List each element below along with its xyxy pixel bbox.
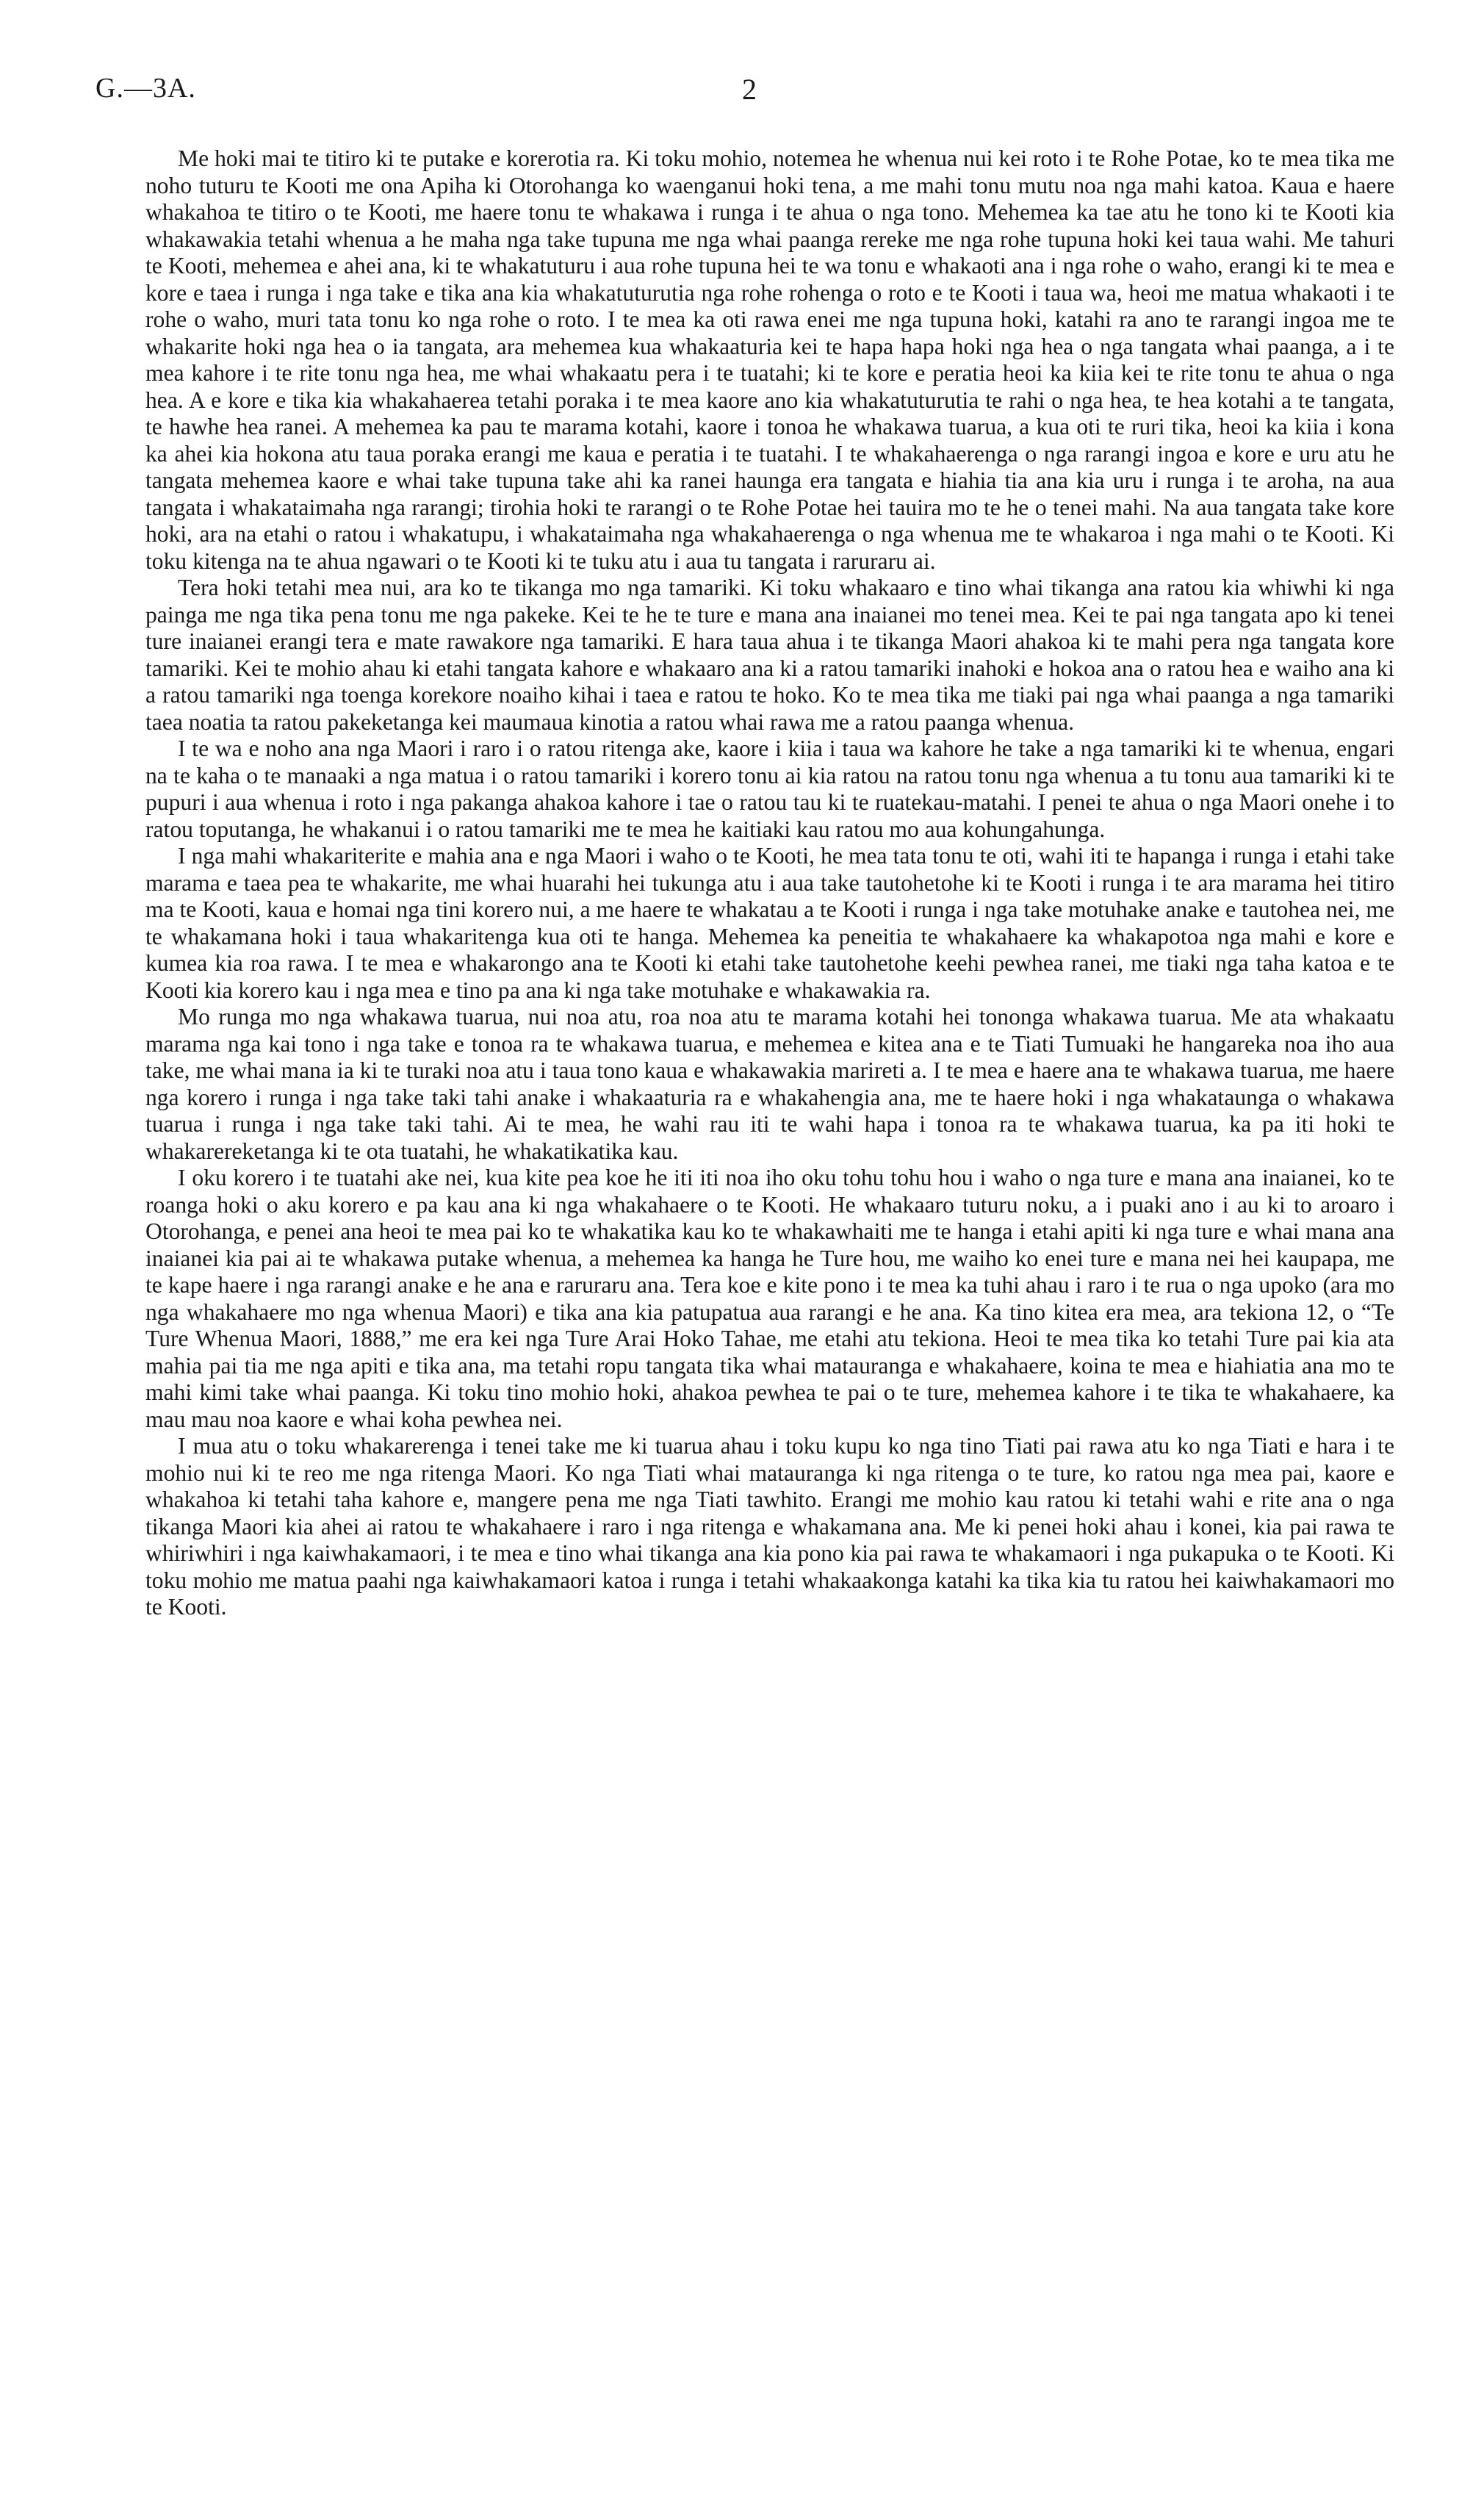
paragraph-4: I nga mahi whakariterite e mahia ana e nga Maori i waho o te Kooti, he mea tata tonu te oti, wahi iti te hapanga i runga i etahi take marama e taea pea te whakarite, me whai huarahi hei tukunga atu i aua take tautohetohe ki te Kooti i runga i te ara marama hei titiro ma te Kooti, kaua e homai nga tini korero nui, a me haere te whakatau a te Kooti i runga i nga take motuhake anake e tautohea nei, me te whakamana hoki i taua whakaritenga kua oti te hanga. Mehemea ka peneitia te whakahaere ka whakapotoa nga mahi e kore e kumea kia roa rawa. I te mea e whakarongo ana te Kooti ki etahi take tautohetohe keehi pewhea ranei, me tiaki nga taha katoa e te Kooti kia korero kau i nga mea e tino pa ana ki nga take motuhake e whakawakia ra. [145, 843, 1394, 1003]
paragraph-6: I oku korero i te tuatahi ake nei, kua kite pea koe he iti iti noa iho oku tohu tohu hou i waho o nga ture e mana ana inaianei, ko te roanga hoki o aku korero e pa kau ana ki nga whakahaere o te Kooti. He whakaaro tuturu noku, a i puaki ano i au ki to aroaro i Otorohanga, e penei ana heoi te mea pai ko te whakatika kau ko te whakawhaiti me te hanga i etahi apiti ki nga ture e whai mana ana inaianei kia pai ai te whakawa putake whenua, a mehemea ka hanga he Ture hou, me waiho ko enei ture e mana nei hei kaupapa, me te kape haere i nga rarangi anake e he ana e raruraru ana. Tera koe e kite pono i te mea ka tuhi ahau i raro i te rua o nga upoko (ara mo nga whakahaere mo nga whenua Maori) e tika ana kia patupatua aua rarangi e he ana. Ka tino kitea era mea, ara tekiona 12, o “Te Ture Whenua Maori, 1888,” me era kei nga Ture Arai Hoko Tahae, me etahi atu tekiona. Heoi te mea tika ko tetahi Ture pai kia ata mahia pai tia me nga apiti e tika ana, ma tetahi ropu tangata tika whai matauranga e whakahaere, koina te mea e hiahiatia ana mo te mahi kimi take whai paanga. Ki toku tino mohio hoki, ahakoa pewhea te pai o te ture, mehemea kahore i te tika te whakahaere, ka mau mau noa kaore e whai koha pewhea nei. [145, 1165, 1394, 1432]
paragraph-5: Mo runga mo nga whakawa tuarua, nui noa atu, roa noa atu te marama kotahi hei tononga whakawa tuarua. Me ata whakaatu marama nga kai tono i nga take e tonoa ra te whakawa tuarua, e mehemea e kitea ana e te Tiati Tumuaki he hangareka noa iho aua take, me whai mana ia ki te turaki noa atu i taua tono kaua e whakawakia marireti a. I te mea e haere ana te whakawa tuarua, me haere nga korero i runga i nga take taki tahi anake i whakaaturia ra e whakahengia ana, me te haere hoki i nga whakataunga o whakawa tuarua i runga i nga take taki tahi. Ai te mea, he wahi rau iti te wahi hapa i tonoa ra te whakawa tuarua, ka pa iti hoki te whakarereketanga ki te ota tuatahi, he whakatikatika kau. [145, 1004, 1394, 1164]
paragraph-3: I te wa e noho ana nga Maori i raro i o ratou ritenga ake, kaore i kiia i taua wa kahore he take a nga tamariki ki te whenua, engari na te kaha o te manaaki a nga matua i o ratou tamariki i korero tonu ai kia ratou na ratou tonu nga whenua a tu tonu aua tamariki ki te pupuri i aua whenua i roto i nga pakanga ahakoa kahore i tae o ratou tau ki te ruatekau-matahi. I penei te ahua o nga Maori onehe i to ratou toputanga, he whakanui i o ratou tamariki me te mea he kaitiaki kau ratou mo aua kohungahunga. [145, 736, 1394, 842]
paragraph-7: I mua atu o toku whakarerenga i tenei take me ki tuarua ahau i toku kupu ko nga tino Tiati pai rawa atu ko nga Tiati e hara i te mohio nui ki te reo me nga ritenga Maori. Ko nga Tiati whai matauranga ki nga ritenga o te ture, ko ratou nga mea pai, kaore e whakahoa ki tetahi taha kahore e, mangere pena me nga Tiati tawhito. Erangi me mohio kau ratou ki tetahi wahi e rite ana o nga tikanga Maori kia ahei ai ratou te whakahaere i raro i nga ritenga e whakamana ana. Me ki penei hoki ahau i konei, kia pai rawa te whiriwhiri i nga kaiwhakamaori, i te mea e tino whai tikanga ana kia pono kia pai rawa te whakamaori i nga pukapuka o te Kooti. Ki toku mohio me matua paahi nga kaiwhakamaori katoa i runga i tetahi whakaakonga katahi ka tika kia tu ratou hei kaiwhakamaori mo te Kooti. [145, 1433, 1394, 1620]
page-number: 2 [742, 73, 757, 106]
document-body [145, 145, 1394, 1621]
paragraph-2: Tera hoki tetahi mea nui, ara ko te tikanga mo nga tamariki. Ki toku whakaaro e tino whai tikanga ana ratou kia whiwhi ki nga painga me nga tika pena tonu me nga pakeke. Kei te he te ture e mana ana inaianei mo tenei mea. Kei te pai nga tangata apo ki tenei ture inaianei erangi tera e mate rawakore nga tamariki. E hara taua ahua i te tikanga Maori ahakoa ki te mahi pera nga tangata kore tamariki. Kei te mohio ahau ki etahi tangata kahore e whakaaro ana ki a ratou tamariki inahoki e hokoa ana o ratou hea e waiho ana ki a ratou tamariki nga toenga korekore noaiho kihai i taea e ratou te hoko. Ko te mea tika me tiaki pai nga whai paanga a nga tamariki taea noatia ta ratou pakeketanga kei maumaua kinotia a ratou whai rawa me a ratou paanga whenua. [145, 575, 1394, 735]
paragraph-1: Me hoki mai te titiro ki te putake e korerotia ra. Ki toku mohio, notemea he whenua nui kei roto i te Rohe Potae, ko te mea tika me noho tuturu te Kooti me ona Apiha ki Otorohanga ko waenganui hoki tena, a me mahi tonu mutu noa nga mahi katoa. Kaua e haere whakahoa te titiro o te Kooti, me haere tonu te whakawa i runga i te ahua o nga tono. Mehemea ka tae atu he tono ki te Kooti kia whakawakia tetahi whenua a he maha nga take tupuna me nga whai paanga rereke me nga rohe tupuna hoki kei taua wahi. Me tahuri te Kooti, mehemea e ahei ana, ki te whakatuturu i aua rohe tupuna hei te wa tonu e whakaoti ana i nga rohe o waho, erangi ki te mea e kore e taea i runga i nga take e tika ana kia whakatuturutia nga rohe rohenga o roto e te Kooti i taua wa, heoi me matua whakaoti i te rohe o waho, muri tata tonu ko nga rohe o roto. I te mea ka oti rawa enei me nga tupuna hoki, katahi ra ano te rarangi ingoa me te whakarite hoki nga hea o ia tangata, ara mehemea kua whakaaturia kei te hapa hapa hoki nga hea o nga tangata whai paanga, a i te mea kahore i te rite tonu nga hea, me whai whakaatu pera i te tuatahi; ki te kore e peratia heoi ka kiia kei te rite tonu te ahua o nga hea. A e kore e tika kia whakahaerea tetahi poraka i te mea kaore ano kia whakatuturutia te rahi o nga hea, te hea kotahi a te tangata, te hawhe hea ranei. A mehemea ka pau te marama kotahi, kaore i tonoa he whakawa tuarua, a kua oti te ruri tika, heoi ka kiia i kona ka ahei kia hokona atu taua poraka erangi me kaua e peratia i te tuatahi. I te whakahaerenga o nga rarangi ingoa e kore e uru atu he tangata mehemea kaore e whai take tupuna take ahi ka ranei haunga era tangata e hiahia tia ana kia uru i runga i te aroha, na aua tangata i whakataimaha nga rarangi; tirohia hoki te rarangi o te Rohe Potae hei tauira mo te he o tenei mahi. Na aua tangata take kore hoki, ara na etahi o ratou i whakatupu, i whakataimaha nga whakahaerenga o nga whenua me te whakaroa i nga mahi o te Kooti. Ki toku kitenga na te ahua ngawari o te Kooti ki te tuku atu i aua tu tangata i raruraru ai. [145, 145, 1394, 574]
document-reference: G.—3A. [96, 73, 196, 104]
page-header [96, 72, 1403, 116]
